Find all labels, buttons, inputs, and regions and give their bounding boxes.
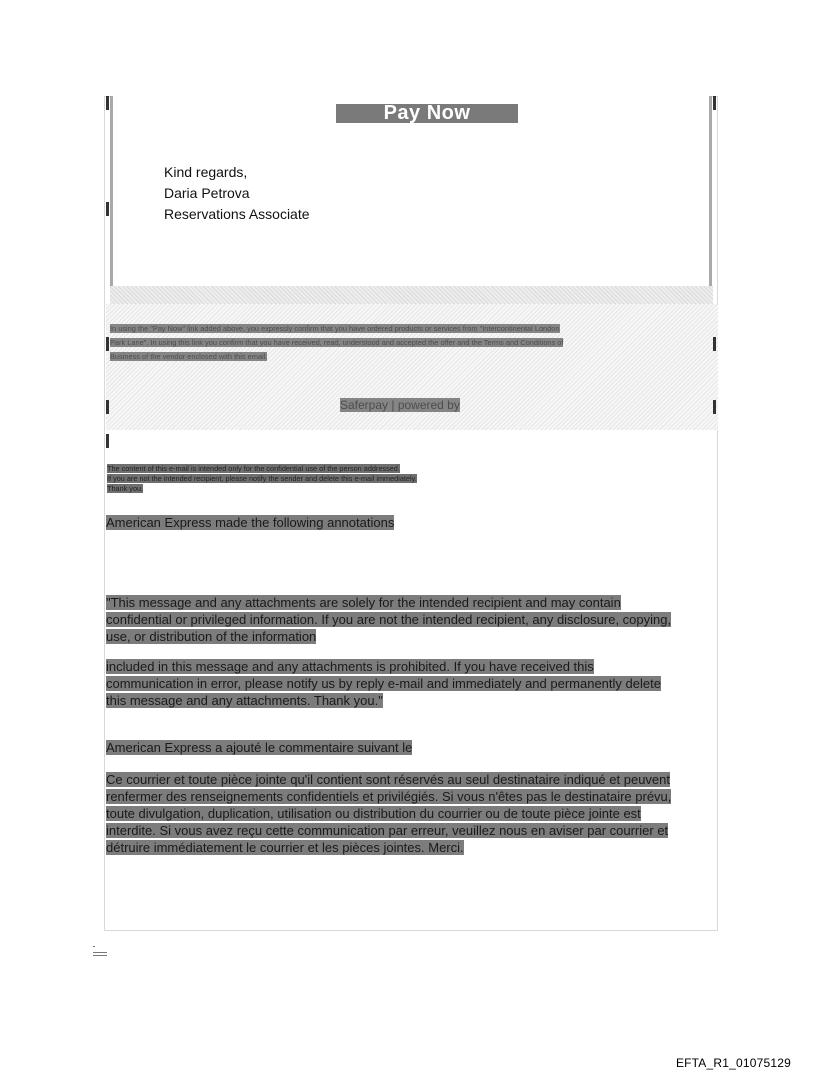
signature-name: Daria Petrova bbox=[164, 185, 250, 201]
saferpay-link[interactable] bbox=[340, 398, 460, 413]
margin-mark bbox=[713, 400, 716, 414]
signature-title: Reservations Associate bbox=[164, 206, 310, 222]
confidentiality-line: Thank you. bbox=[107, 484, 144, 493]
margin-mark bbox=[106, 96, 109, 110]
confidentiality-notice bbox=[107, 464, 707, 494]
amex-disclaimer-paragraph-2: included in this message and any attachments is prohibited. If you have received this communication in error, please notify us by reply e-mail and immediately and permanently delete this message and any attachments. Thank you." bbox=[106, 659, 661, 708]
card-footer-band bbox=[110, 286, 713, 304]
pay-now-button[interactable]: Pay Now bbox=[336, 104, 518, 123]
signature-block bbox=[164, 162, 310, 225]
payment-terms-line: Business of the vendor enclosed with this email. bbox=[110, 352, 268, 361]
amex-disclaimer-paragraph-1: "This message and any attachments are solely for the intended recipient and may contain confidential or privileged information. If you are not the intended recipient, any disclosure, copying, use, or distribution of the information bbox=[106, 595, 672, 644]
margin-mark bbox=[106, 337, 109, 351]
page-footer-mark bbox=[93, 946, 107, 956]
margin-mark bbox=[106, 202, 109, 216]
amex-french-heading: American Express a ajouté le commentaire suivant le bbox=[106, 740, 413, 755]
margin-mark bbox=[106, 400, 109, 414]
saferpay-label: Saferpay | powered by bbox=[340, 398, 460, 412]
confidentiality-line: If you are not the intended recipient, please notify the sender and delete this e-mail immediately. bbox=[107, 474, 417, 483]
payment-terms-line: Park Lane". In using this link you confirm that you have received, read, understood and accepted the offer and the Terms and Conditions of bbox=[110, 338, 564, 347]
margin-mark bbox=[713, 96, 716, 110]
confidentiality-line: The content of this e-mail is intended only for the confidential use of the person addressed. bbox=[107, 464, 400, 473]
margin-mark bbox=[106, 434, 109, 448]
bates-number: EFTA_R1_01075129 bbox=[675, 1056, 791, 1070]
amex-annotation-heading: American Express made the following annotations bbox=[106, 515, 395, 530]
payment-terms-line: In using the "Pay Now" link added above, you expressly confirm that you have ordered products or services from "Intercontinental London bbox=[110, 324, 560, 333]
signature-closing: Kind regards, bbox=[164, 164, 248, 180]
amex-french-paragraph: Ce courrier et toute pièce jointe qu'il contient sont réservés au seul destinataire indiqué et peuvent renfermer des renseignements confidentiels et privilégiés. Si vous n'êtes pas le destinataire prévu, toute divulgation, duplication, utilisation ou distribution du courrier ou de toute pièce jointe est interdite. Si vous avez reçu cette communication par erreur, veuillez nous en aviser par courrier et détruire immédiatement le courrier et les pièces jointes. Merci. bbox=[106, 772, 672, 855]
payment-terms-text bbox=[110, 322, 714, 364]
